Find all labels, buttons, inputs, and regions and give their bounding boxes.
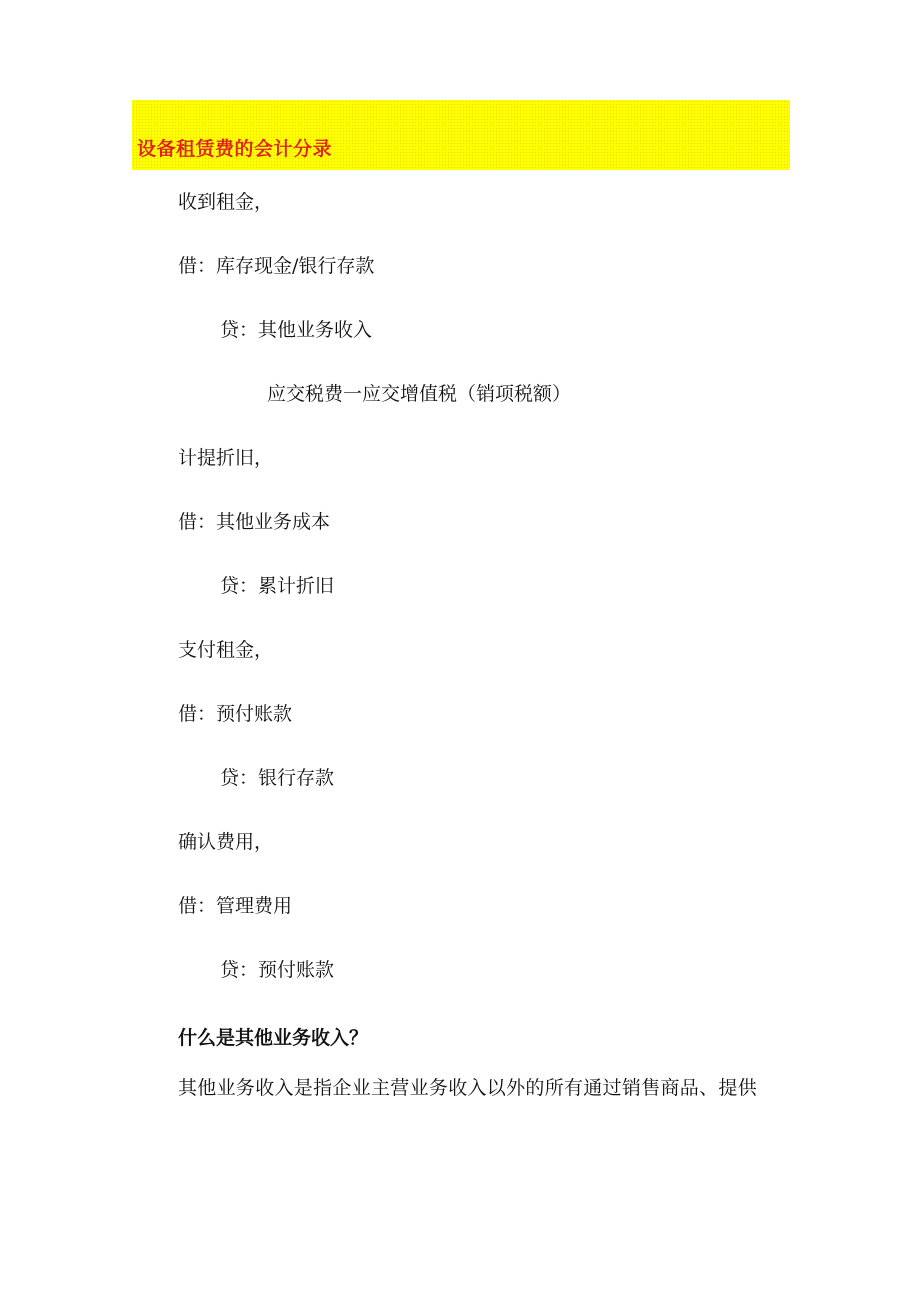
credit-line: 贷：银行存款 (220, 767, 335, 789)
entry-caption-receive-rent: 收到租金， (178, 191, 274, 213)
body-paragraph: 其他业务收入是指企业主营业务收入以外的所有通过销售商品、提供 (178, 1077, 758, 1099)
credit-line: 贷：其他业务收入 (220, 319, 373, 341)
entry-caption-pay-rent: 支付租金， (178, 639, 274, 661)
debit-line: 借：库存现金/银行存款 (178, 255, 375, 277)
credit-line-continued: 应交税费一应交增值税（销项税额） (267, 383, 572, 405)
credit-line: 贷：累计折旧 (220, 575, 335, 597)
entry-caption-recognize-expense: 确认费用， (178, 831, 274, 853)
debit-line: 借：其他业务成本 (178, 511, 331, 533)
debit-line: 借：管理费用 (178, 895, 293, 917)
entry-caption-depreciation: 计提折旧， (178, 447, 274, 469)
document-title: 设备租赁费的会计分录 (137, 138, 333, 160)
section-heading: 什么是其他业务收入？ (178, 1027, 369, 1049)
credit-line: 贷：预付账款 (220, 959, 335, 981)
debit-line: 借：预付账款 (178, 703, 293, 725)
